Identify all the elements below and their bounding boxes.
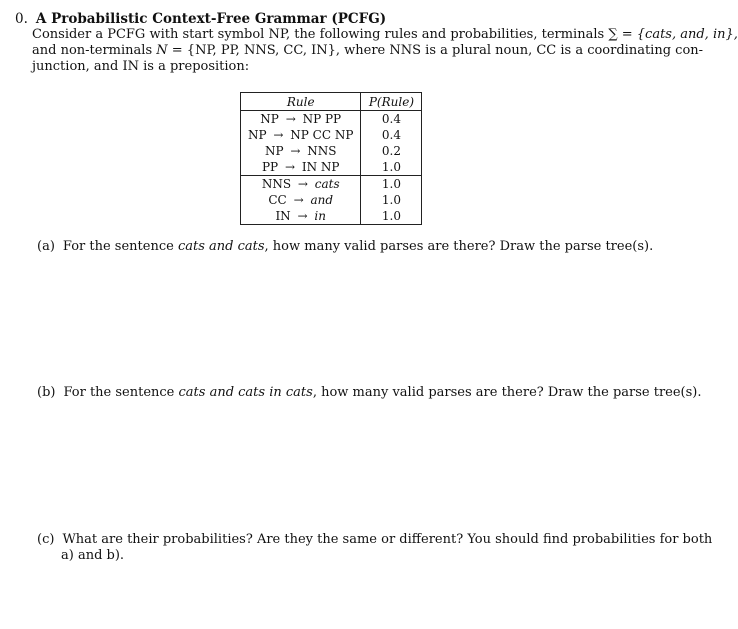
question-text: , how many valid parses are there? Draw the parse tree(s). bbox=[264, 239, 654, 254]
question-c bbox=[37, 532, 713, 564]
prob-cell: 1.0 bbox=[361, 176, 422, 193]
question-label: (b) bbox=[37, 385, 56, 400]
question-c-line-1 bbox=[37, 532, 713, 548]
question-text: What are their probabilities? Are they the same or different? You should find probabilities for both bbox=[62, 532, 713, 547]
problem-heading bbox=[15, 11, 386, 27]
n-symbol: N bbox=[156, 43, 168, 58]
prob-cell: 1.0 bbox=[361, 192, 422, 208]
grammar-rules-table bbox=[240, 92, 422, 225]
table-row bbox=[241, 127, 422, 143]
problem-intro bbox=[32, 27, 738, 75]
arrow-icon: → bbox=[297, 177, 308, 191]
terminals-set: {cats, and, in}, bbox=[636, 27, 738, 42]
arrow-icon: → bbox=[293, 193, 304, 207]
table-header-row bbox=[241, 93, 422, 111]
prob-cell: 1.0 bbox=[361, 208, 422, 225]
intro-line-1 bbox=[32, 27, 738, 43]
prob-column-header: P(Rule) bbox=[361, 93, 422, 111]
intro-line-2 bbox=[32, 43, 704, 59]
question-text: , how many valid parses are there? Draw the parse tree(s). bbox=[312, 385, 702, 400]
table-row bbox=[241, 143, 422, 159]
question-b bbox=[37, 385, 702, 401]
question-c-line-2: a) and b). bbox=[61, 548, 125, 563]
problem-number: 0. bbox=[15, 11, 28, 27]
question-sentence: cats and cats bbox=[177, 239, 265, 254]
rule-cell: NNS → cats bbox=[241, 176, 361, 193]
table-row bbox=[241, 176, 422, 193]
equals-sign: = bbox=[167, 43, 187, 58]
rule-cell: PP → IN NP bbox=[241, 159, 361, 176]
intro-text: Consider a PCFG with start symbol NP, the following rules and probabilities, terminals bbox=[32, 27, 605, 42]
problem-title: A Probabilistic Context-Free Grammar (PCFG) bbox=[35, 11, 387, 27]
prob-cell: 0.2 bbox=[361, 143, 422, 159]
intro-text: and non-terminals bbox=[32, 43, 157, 58]
rule-cell: NP → NNS bbox=[241, 143, 361, 159]
nonterminals-set: {NP, PP, NNS, CC, IN}, bbox=[186, 43, 341, 58]
question-label: (a) bbox=[37, 239, 55, 254]
prob-cell: 0.4 bbox=[361, 111, 422, 128]
prob-cell: 1.0 bbox=[361, 159, 422, 176]
question-a bbox=[37, 239, 653, 255]
table-row bbox=[241, 208, 422, 225]
rule-cell: NP → NP CC NP bbox=[241, 127, 361, 143]
arrow-icon: → bbox=[285, 112, 296, 126]
question-text: For the sentence bbox=[63, 385, 179, 400]
question-label: (c) bbox=[37, 532, 55, 547]
rule-cell: NP → NP PP bbox=[241, 111, 361, 128]
rule-cell: IN → in bbox=[241, 208, 361, 225]
sigma-symbol: ∑ bbox=[608, 27, 618, 42]
question-text: For the sentence bbox=[62, 239, 178, 254]
arrow-icon: → bbox=[273, 128, 284, 142]
question-sentence: cats and cats in cats bbox=[178, 385, 313, 400]
prob-cell: 0.4 bbox=[361, 127, 422, 143]
table-row bbox=[241, 192, 422, 208]
arrow-icon: → bbox=[284, 160, 295, 174]
arrow-icon: → bbox=[290, 144, 301, 158]
rule-cell: CC → and bbox=[241, 192, 361, 208]
intro-text: where NNS is a plural noun, CC is a coordinating con- bbox=[340, 43, 704, 58]
rule-column-header: Rule bbox=[241, 93, 361, 111]
equals-sign: = bbox=[617, 27, 637, 42]
arrow-icon: → bbox=[297, 209, 308, 223]
table-row bbox=[241, 111, 422, 128]
intro-line-3: junction, and IN is a preposition: bbox=[32, 59, 250, 74]
table-row bbox=[241, 159, 422, 176]
